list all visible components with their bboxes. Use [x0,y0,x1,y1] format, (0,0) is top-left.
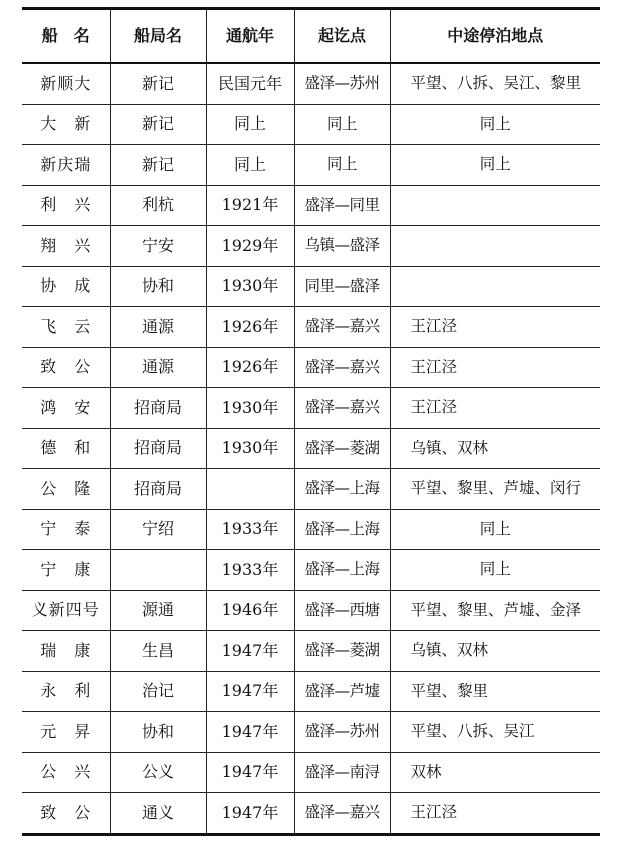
table-row [22,631,600,672]
cell-ship-name: 新庆瑞 [22,145,110,186]
cell-stops: 王江泾 [390,388,600,429]
cell-route: 同里—盛泽 [294,266,390,307]
cell-company: 生昌 [110,631,206,672]
cell-route: 盛泽—嘉兴 [294,307,390,348]
cell-route: 盛泽—嘉兴 [294,388,390,429]
cell-route: 盛泽—嘉兴 [294,347,390,388]
cell-company: 协和 [110,712,206,753]
cell-year: 1926年 [206,307,294,348]
cell-route: 同上 [294,104,390,145]
table-row [22,226,600,267]
cell-stops [390,226,600,267]
cell-ship-name: 宁 康 [22,550,110,591]
cell-year: 1929年 [206,226,294,267]
cell-year: 1930年 [206,428,294,469]
cell-stops: 平望、八拆、吴江 [390,712,600,753]
cell-year: 1921年 [206,185,294,226]
cell-stops: 平望、黎里、芦墟、闵行 [390,469,600,510]
cell-route: 盛泽—同里 [294,185,390,226]
table-row [22,671,600,712]
cell-company: 宁绍 [110,509,206,550]
cell-stops: 同上 [390,104,600,145]
cell-route: 盛泽—上海 [294,509,390,550]
cell-company: 治记 [110,671,206,712]
cell-route: 盛泽—芦墟 [294,671,390,712]
table-header [22,9,600,64]
cell-ship-name: 宁 泰 [22,509,110,550]
cell-company: 招商局 [110,388,206,429]
cell-ship-name: 利 兴 [22,185,110,226]
cell-company: 新记 [110,145,206,186]
table-row [22,63,600,104]
cell-stops: 双林 [390,752,600,793]
header-year: 通航年 [206,9,294,64]
cell-company [110,550,206,591]
cell-year: 1930年 [206,388,294,429]
table-row [22,752,600,793]
table-row [22,266,600,307]
cell-company: 招商局 [110,469,206,510]
cell-route: 盛泽—菱湖 [294,428,390,469]
cell-year: 1933年 [206,509,294,550]
cell-stops: 平望、八拆、吴江、黎里 [390,63,600,104]
cell-stops: 乌镇、双林 [390,428,600,469]
ship-route-table [22,7,600,836]
cell-year: 1946年 [206,590,294,631]
cell-company: 通源 [110,347,206,388]
cell-ship-name: 永 利 [22,671,110,712]
cell-year: 1947年 [206,793,294,835]
table-row [22,145,600,186]
cell-route: 盛泽—嘉兴 [294,793,390,835]
cell-stops: 王江泾 [390,347,600,388]
header-route: 起讫点 [294,9,390,64]
cell-year: 同上 [206,104,294,145]
table-row [22,793,600,835]
cell-ship-name: 公 隆 [22,469,110,510]
table-body [22,63,600,834]
cell-ship-name: 新顺大 [22,63,110,104]
cell-stops [390,185,600,226]
table-row [22,590,600,631]
cell-ship-name: 公 兴 [22,752,110,793]
table-row [22,712,600,753]
cell-year: 同上 [206,145,294,186]
table-row [22,550,600,591]
cell-stops: 王江泾 [390,793,600,835]
cell-ship-name: 义新四号 [22,590,110,631]
cell-company: 源通 [110,590,206,631]
cell-route: 盛泽—上海 [294,550,390,591]
cell-year: 1926年 [206,347,294,388]
header-ship-name: 船 名 [22,9,110,64]
cell-stops: 同上 [390,550,600,591]
cell-stops: 乌镇、双林 [390,631,600,672]
cell-company: 协和 [110,266,206,307]
cell-stops: 平望、黎里、芦墟、金泽 [390,590,600,631]
table-row [22,185,600,226]
cell-ship-name: 鸿 安 [22,388,110,429]
header-row [22,9,600,64]
cell-route: 盛泽—西塘 [294,590,390,631]
cell-year: 民国元年 [206,63,294,104]
cell-route: 乌镇—盛泽 [294,226,390,267]
cell-year [206,469,294,510]
table-row [22,469,600,510]
cell-company: 新记 [110,104,206,145]
cell-stops: 同上 [390,145,600,186]
cell-year: 1947年 [206,752,294,793]
cell-ship-name: 德 和 [22,428,110,469]
table-row [22,347,600,388]
cell-year: 1947年 [206,712,294,753]
table-row [22,104,600,145]
cell-route: 盛泽—上海 [294,469,390,510]
table-row [22,307,600,348]
cell-route: 盛泽—苏州 [294,63,390,104]
cell-year: 1933年 [206,550,294,591]
cell-company: 宁安 [110,226,206,267]
table-row [22,428,600,469]
cell-route: 盛泽—苏州 [294,712,390,753]
cell-company: 通义 [110,793,206,835]
cell-company: 利杭 [110,185,206,226]
cell-route: 盛泽—南浔 [294,752,390,793]
table-row [22,388,600,429]
cell-stops: 同上 [390,509,600,550]
header-stops: 中途停泊地点 [390,9,600,64]
cell-ship-name: 翔 兴 [22,226,110,267]
cell-stops: 平望、黎里 [390,671,600,712]
table-row [22,509,600,550]
cell-ship-name: 致 公 [22,793,110,835]
cell-ship-name: 大 新 [22,104,110,145]
cell-route: 盛泽—菱湖 [294,631,390,672]
cell-route: 同上 [294,145,390,186]
cell-company: 公义 [110,752,206,793]
cell-ship-name: 致 公 [22,347,110,388]
cell-stops: 王江泾 [390,307,600,348]
document-sheet [22,7,600,836]
cell-company: 招商局 [110,428,206,469]
cell-ship-name: 元 昇 [22,712,110,753]
cell-company: 通源 [110,307,206,348]
cell-year: 1930年 [206,266,294,307]
cell-year: 1947年 [206,671,294,712]
cell-ship-name: 瑞 康 [22,631,110,672]
cell-company: 新记 [110,63,206,104]
header-company: 船局名 [110,9,206,64]
cell-stops [390,266,600,307]
cell-ship-name: 协 成 [22,266,110,307]
cell-year: 1947年 [206,631,294,672]
cell-ship-name: 飞 云 [22,307,110,348]
